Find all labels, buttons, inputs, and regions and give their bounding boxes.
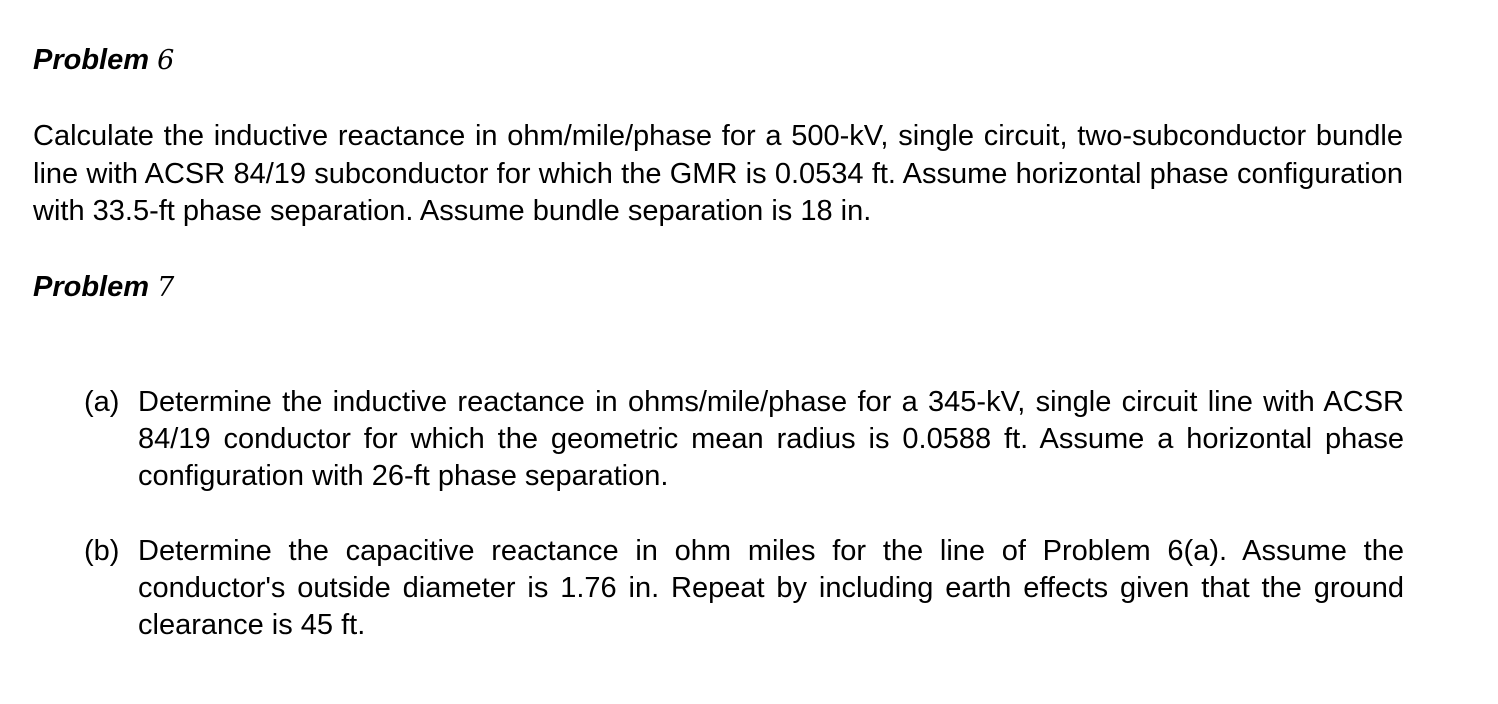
problem-7-heading-word: Problem (33, 271, 150, 303)
problem-7-heading (33, 270, 174, 305)
problem-6-body: Calculate the inductive reactance in ohm/mile/phase for a 500-kV, single circuit, two-subconductor bundle line with ACSR 84/19 subconductor for which the GMR is 0.0534 ft. Assume horizontal phase configuration with 33.5-ft phase separation. Assume bundle separation is 18 in. (33, 120, 1403, 227)
problem-7-part-b (84, 533, 1404, 644)
problem-7-part-a (84, 384, 1404, 495)
problem-7-heading-number: 7 (157, 272, 175, 303)
problem-6-heading-word: Problem (33, 44, 150, 76)
problem-6-heading-number: 6 (157, 45, 175, 76)
part-b-marker: (b) (84, 535, 120, 567)
problem-6-heading (33, 43, 174, 78)
part-a-text: Determine the inductive reactance in ohms/mile/phase for a 345-kV, single circuit line with ACSR 84/19 conductor for which the geometric mean radius is 0.0588 ft. Assume a horizontal phase configuration with 26-ft phase separation. (138, 386, 1404, 492)
part-b-text: Determine the capacitive reactance in ohm miles for the line of Problem 6(a). Assume the conductor's outside diameter is 1.76 in. Repeat by including earth effects given that the ground clearance is 45 ft. (138, 535, 1404, 641)
part-a-marker: (a) (84, 386, 120, 418)
